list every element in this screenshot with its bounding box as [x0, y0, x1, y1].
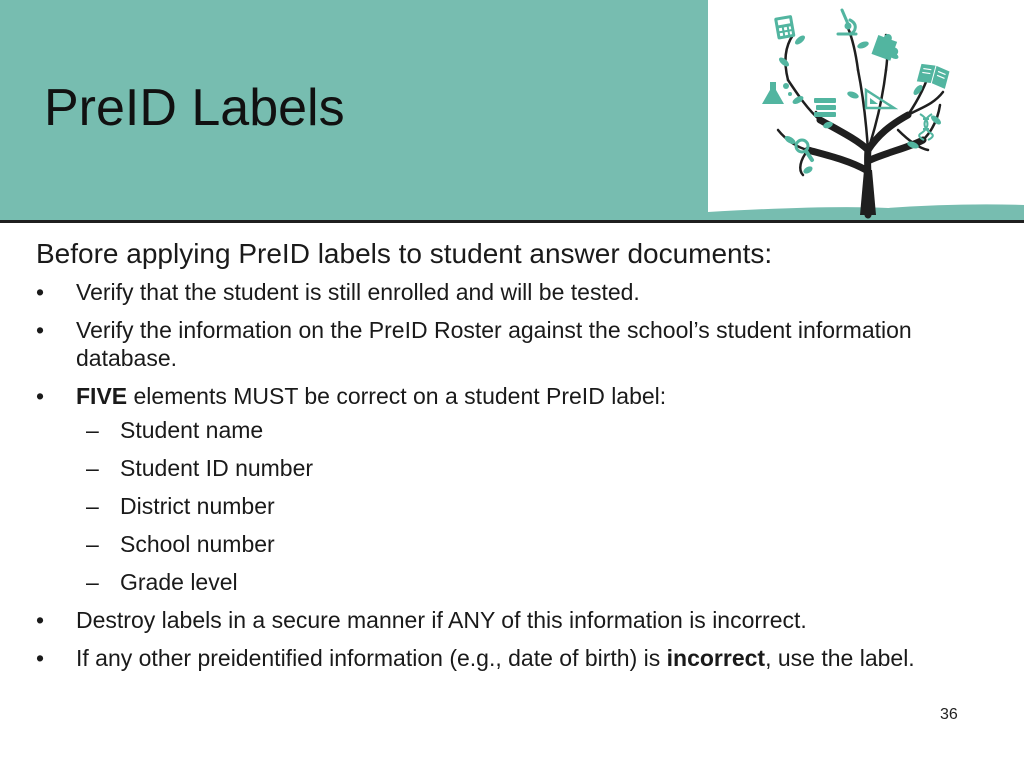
bullet-emphasis: FIVE [76, 383, 128, 409]
dash-marker: – [86, 455, 99, 481]
bullet-emphasis: incorrect [666, 645, 766, 671]
sub-list-item [76, 492, 996, 520]
list-item [36, 382, 996, 596]
bullet-text: Destroy labels in a secure manner if ANY of this information is incorrect. [76, 607, 807, 633]
intro-text: Before applying PreID labels to student answer documents: [36, 238, 773, 269]
sub-list-item [76, 416, 996, 444]
bullet-text: Verify that the student is still enrolled and will be tested. [76, 279, 640, 305]
sub-list-item [76, 454, 996, 482]
sub-item-text: District number [120, 493, 275, 519]
sub-list [76, 416, 996, 596]
tree-illustration [708, 0, 1024, 222]
dash-marker: – [86, 493, 99, 519]
book-icon [917, 62, 950, 89]
page-number: 36 [940, 706, 958, 723]
sub-list-item [76, 530, 996, 558]
bullet-marker: • [36, 279, 45, 305]
bullet-text: elements MUST be correct on a student PreID label: [127, 383, 667, 409]
list-item [36, 644, 996, 672]
bullet-marker: • [36, 383, 45, 409]
list-item [36, 278, 996, 306]
flask-icon [762, 82, 792, 104]
bullet-text: Verify the information on the PreID Roster against the school’s student information database. [76, 317, 912, 371]
sub-item-text: Student name [120, 417, 264, 443]
bullet-marker: • [36, 645, 45, 671]
dash-marker: – [86, 417, 99, 443]
dash-marker: – [86, 569, 99, 595]
dash-marker: – [86, 531, 99, 557]
bullet-marker: • [36, 607, 45, 633]
microscope-icon [838, 10, 856, 34]
bullet-marker: • [36, 317, 45, 343]
books-stack-icon [814, 98, 836, 117]
bullet-text: , use the label. [765, 645, 915, 671]
sub-item-text: Student ID number [120, 455, 314, 481]
calculator-icon [774, 15, 796, 40]
slide-title: PreID Labels [44, 79, 345, 137]
bullet-text: If any other preidentified information (e.g., date of birth) is [76, 645, 667, 671]
slide-body [36, 236, 996, 682]
list-item [36, 316, 996, 372]
sub-list-item [76, 568, 996, 596]
bullet-list [36, 278, 996, 672]
header-divider [0, 220, 1024, 223]
sub-item-text: School number [120, 531, 275, 557]
list-item [36, 606, 996, 634]
sub-item-text: Grade level [120, 569, 238, 595]
